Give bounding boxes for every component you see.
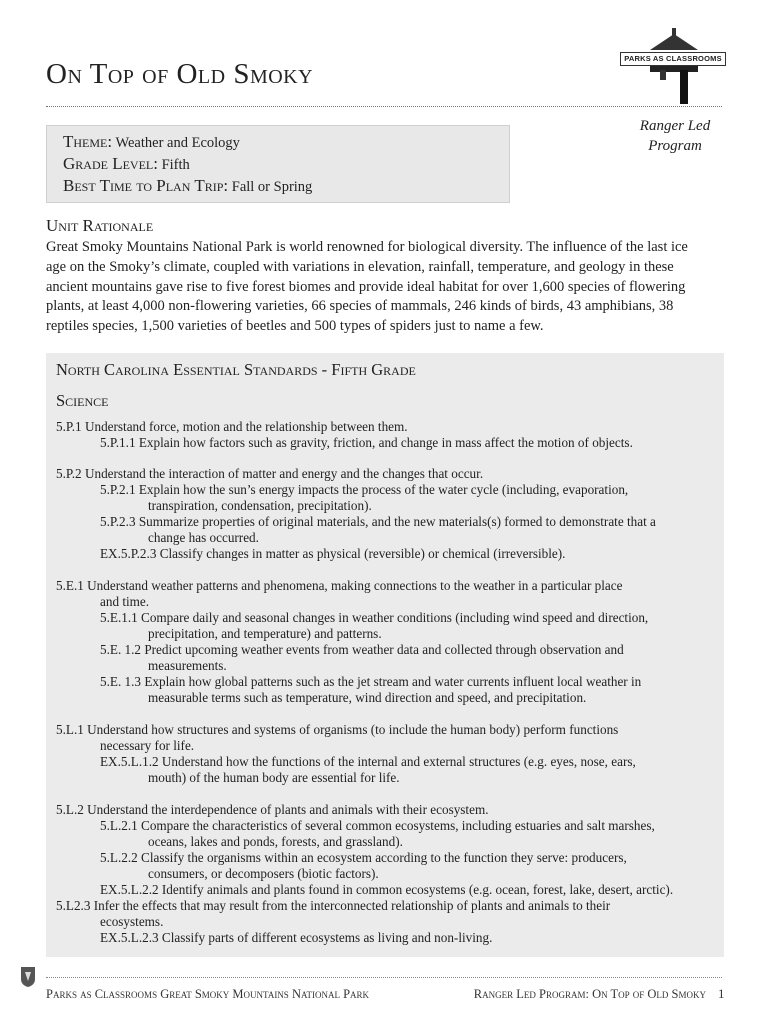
standard-line: 5.P.1 Understand force, motion and the relationship between them. <box>56 419 408 434</box>
standard-line: change has occurred. <box>148 530 259 545</box>
footer-right: Ranger Led Program: On Top of Old Smoky <box>473 987 706 1001</box>
standard-line: necessary for life. <box>100 738 195 753</box>
program-line-2: Program <box>648 138 702 154</box>
footer-left: Parks as Classrooms Great Smoky Mountains National Park <box>46 987 370 1001</box>
header-divider <box>46 106 722 107</box>
rationale-line: age on the Smoky’s climate, coupled with variations in elevation, rainfall, temperature, and geology in these <box>46 258 674 275</box>
standard-line: EX.5.L.1.2 Understand how the functions of the internal and external structures (e.g. eyes, nose, ears, <box>100 754 636 769</box>
standard-line: and time. <box>100 594 150 609</box>
standard-line: 5.E. 1.2 Predict upcoming weather events from weather data and collected through observation and <box>100 642 624 657</box>
standard-line: 5.P.2.3 Summarize properties of original materials, and the new materials(s) formed to demonstrate that a <box>100 514 656 529</box>
standard-line: 5.L.2.2 Classify the organisms within an ecosystem according to the function they serve: producers, <box>100 850 627 865</box>
grade-label: Grade Level: <box>63 154 158 173</box>
standard-line: ecosystems. <box>100 914 164 929</box>
grade-value: Fifth <box>157 157 190 173</box>
program-line-1: Ranger Led <box>639 118 711 134</box>
standard-line: 5.L.2.1 Compare the characteristics of several common ecosystems, including estuaries and salt marshes, <box>100 818 655 833</box>
theme-label: Theme: <box>63 132 113 151</box>
standard-line: EX.5.L.2.2 Identify animals and plants found in common ecosystems (e.g. ocean, forest, lake, desert, arctic). <box>100 882 674 897</box>
standard-line: 5.L.2 Understand the interdependence of plants and animals with their ecosystem. <box>56 802 489 817</box>
rationale-line: Great Smoky Mountains National Park is world renowned for biological diversity. The influence of the last ice <box>46 239 688 255</box>
standard-line: 5.E.1.1 Compare daily and seasonal changes in weather conditions (including wind speed and direction, <box>100 610 649 625</box>
rationale-body <box>46 238 734 337</box>
parks-as-classrooms-logo <box>620 26 728 104</box>
footer-divider <box>46 977 722 978</box>
standard-line: transpiration, condensation, precipitation). <box>148 498 372 513</box>
standard-line: measurements. <box>148 658 227 673</box>
standard-line: consumers, or decomposers (biotic factors). <box>148 866 379 881</box>
time-label: Best Time to Plan Trip: <box>63 176 229 195</box>
time-value: Fall or Spring <box>228 179 313 195</box>
standard-line: 5.L.1 Understand how structures and systems of organisms (to include the human body) perform functions <box>56 722 619 737</box>
standard-line: 5.L2.3 Infer the effects that may result from the interconnected relationship of plants and animals to their <box>56 898 611 913</box>
standard-line: 5.P.2 Understand the interaction of matter and energy and the changes that occur. <box>56 466 484 481</box>
arrowhead-icon <box>20 966 36 988</box>
standards-box <box>46 353 724 957</box>
standard-line: EX.5.P.2.3 Classify changes in matter as physical (reversible) or chemical (irreversible). <box>100 546 566 561</box>
rationale-line: ancient mountains gave rise to five forest biomes and provide ideal habitat for over 1,600 species of flowering <box>46 278 686 295</box>
standard-line: precipitation, and temperature) and patterns. <box>148 626 382 641</box>
standard-line: oceans, lakes and ponds, forests, and grassland). <box>148 834 403 849</box>
standard-line: 5.E. 1.3 Explain how global patterns such as the jet stream and water currents influent local weather in <box>100 674 642 689</box>
standard-line: mouth) of the human body are essential for life. <box>148 770 400 785</box>
standard-line: 5.E.1 Understand weather patterns and phenomena, making connections to the weather in a particular place <box>56 578 623 593</box>
rationale-line: reptiles species, 1,500 varieties of beetles and 500 types of spiders just to name a few. <box>46 318 544 335</box>
page-title: On Top of Old Smoky <box>46 58 314 90</box>
theme-value: Weather and Ecology <box>112 135 240 151</box>
standard-line: measurable terms such as temperature, wind direction and speed, and precipitation. <box>148 690 587 705</box>
standard-line: EX.5.L.2.3 Classify parts of different ecosystems as living and non-living. <box>100 930 493 945</box>
theme-row <box>63 132 240 152</box>
grade-row <box>63 154 190 174</box>
page-number: 1 <box>718 986 725 1001</box>
standards-title: North Carolina Essential Standards - Fifth Grade <box>56 360 416 379</box>
standard-line: 5.P.1.1 Explain how factors such as gravity, friction, and change in mass affect the motion of objects. <box>100 435 633 450</box>
program-type <box>620 116 730 156</box>
rationale-heading: Unit Rationale <box>46 216 154 235</box>
theme-box <box>46 125 510 203</box>
rationale-line: plants, at least 4,000 non-flowering varieties, 66 species of mammals, 246 kinds of birds, 43 amphibians, 38 <box>46 298 674 315</box>
logo-banner-text: PARKS AS CLASSROOMS <box>620 52 726 66</box>
subject-heading: Science <box>56 391 109 410</box>
standard-line: 5.P.2.1 Explain how the sun’s energy impacts the process of the water cycle (including, evaporation, <box>100 482 629 497</box>
time-row <box>63 176 312 196</box>
